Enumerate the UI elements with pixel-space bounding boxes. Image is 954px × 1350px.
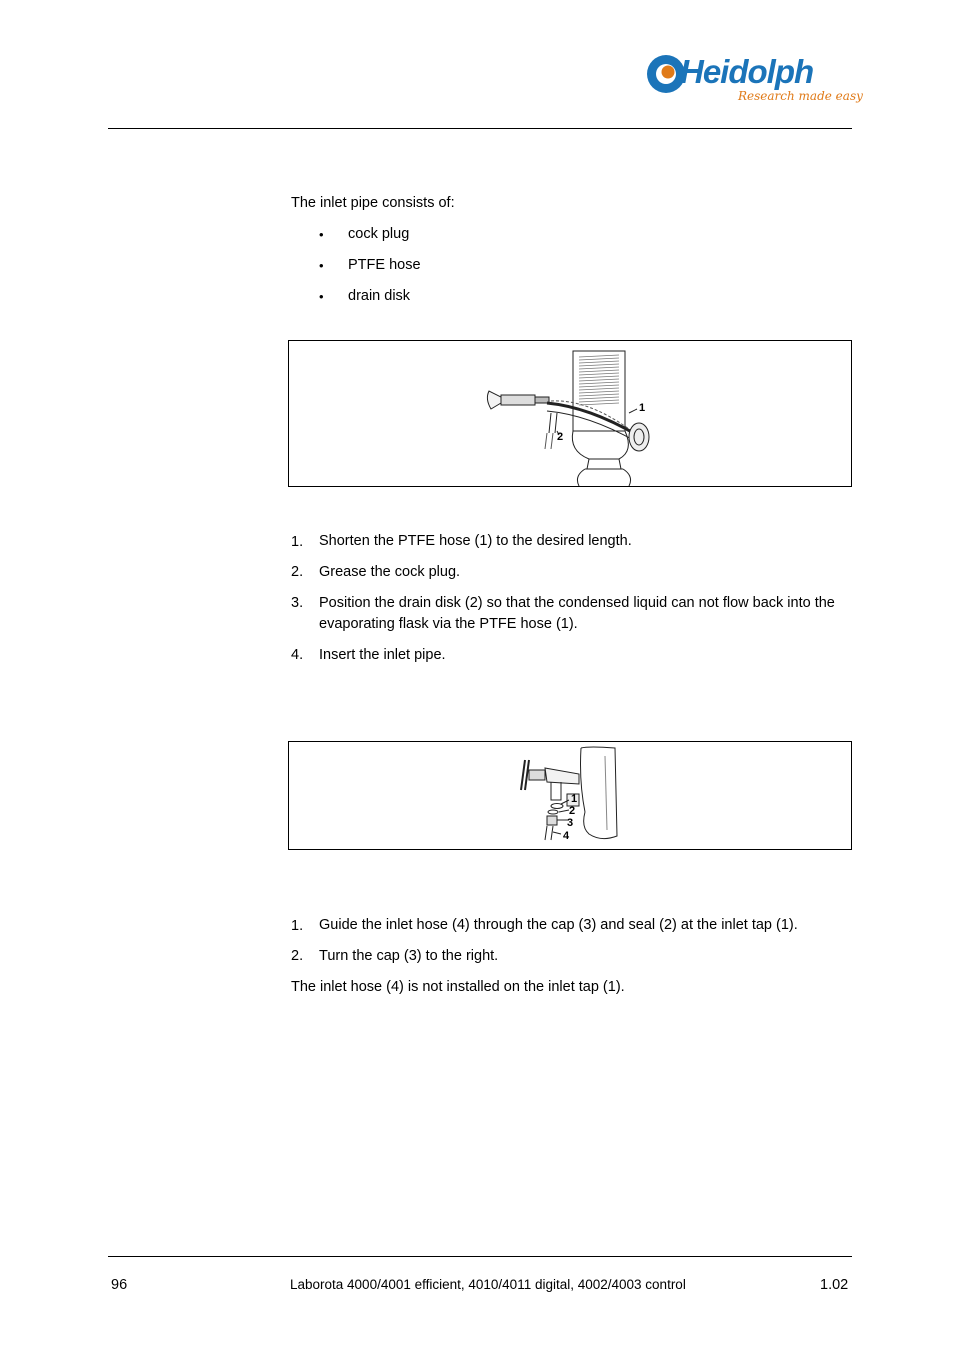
- header-rule: [108, 128, 852, 129]
- inlet-pipe-intro: The inlet pipe consists of:: [291, 195, 455, 211]
- step-number: 4.: [291, 647, 304, 663]
- figure-label: 2: [569, 805, 576, 817]
- step-number: 1.: [291, 534, 304, 550]
- component-item: PTFE hose: [348, 257, 421, 273]
- inlet-pipe-figure: [288, 340, 852, 487]
- bullet: •: [319, 289, 324, 304]
- step-text: Position the drain disk (2) so that the condensed liquid can not flow back into the evaporating flask via the PTFE hose (1).: [319, 595, 835, 632]
- step-number: 1.: [291, 918, 304, 934]
- step-number: 2.: [291, 948, 304, 964]
- brand-tagline: Research made easy: [738, 89, 863, 103]
- figure-label: 2: [557, 431, 564, 443]
- page-number: 96: [111, 1277, 128, 1293]
- inlet-pipe-illustration: [289, 341, 851, 486]
- footer-rule: [108, 1256, 852, 1257]
- step-text: Turn the cap (3) to the right.: [319, 948, 499, 964]
- step-text: Grease the cock plug.: [319, 564, 461, 580]
- inlet-hose-figure: [288, 741, 852, 850]
- component-item: drain disk: [348, 288, 411, 304]
- component-item: cock plug: [348, 226, 410, 242]
- brand-name: Heidolph: [680, 53, 814, 90]
- product-name: Laborota 4000/4001 efficient, 4010/4011 digital, 4002/4003 control: [290, 1277, 686, 1292]
- document-version: 1.02: [820, 1277, 849, 1293]
- figure-label: 4: [563, 830, 570, 842]
- bullet: •: [319, 258, 324, 273]
- bullet: •: [319, 227, 324, 242]
- step-text: Shorten the PTFE hose (1) to the desired length.: [319, 533, 632, 549]
- figure-label: 1: [639, 402, 646, 414]
- step-text: Guide the inlet hose (4) through the cap (3) and seal (2) at the inlet tap (1).: [319, 917, 798, 933]
- figure-label: 1: [571, 793, 578, 805]
- step-number: 2.: [291, 564, 304, 580]
- step-text: Insert the inlet pipe.: [319, 647, 446, 663]
- step-number: 3.: [291, 595, 304, 611]
- result-text: The inlet hose (4) is not installed on the inlet tap (1).: [291, 979, 625, 995]
- inlet-tap-illustration: [289, 742, 851, 849]
- figure-label: 3: [567, 817, 574, 829]
